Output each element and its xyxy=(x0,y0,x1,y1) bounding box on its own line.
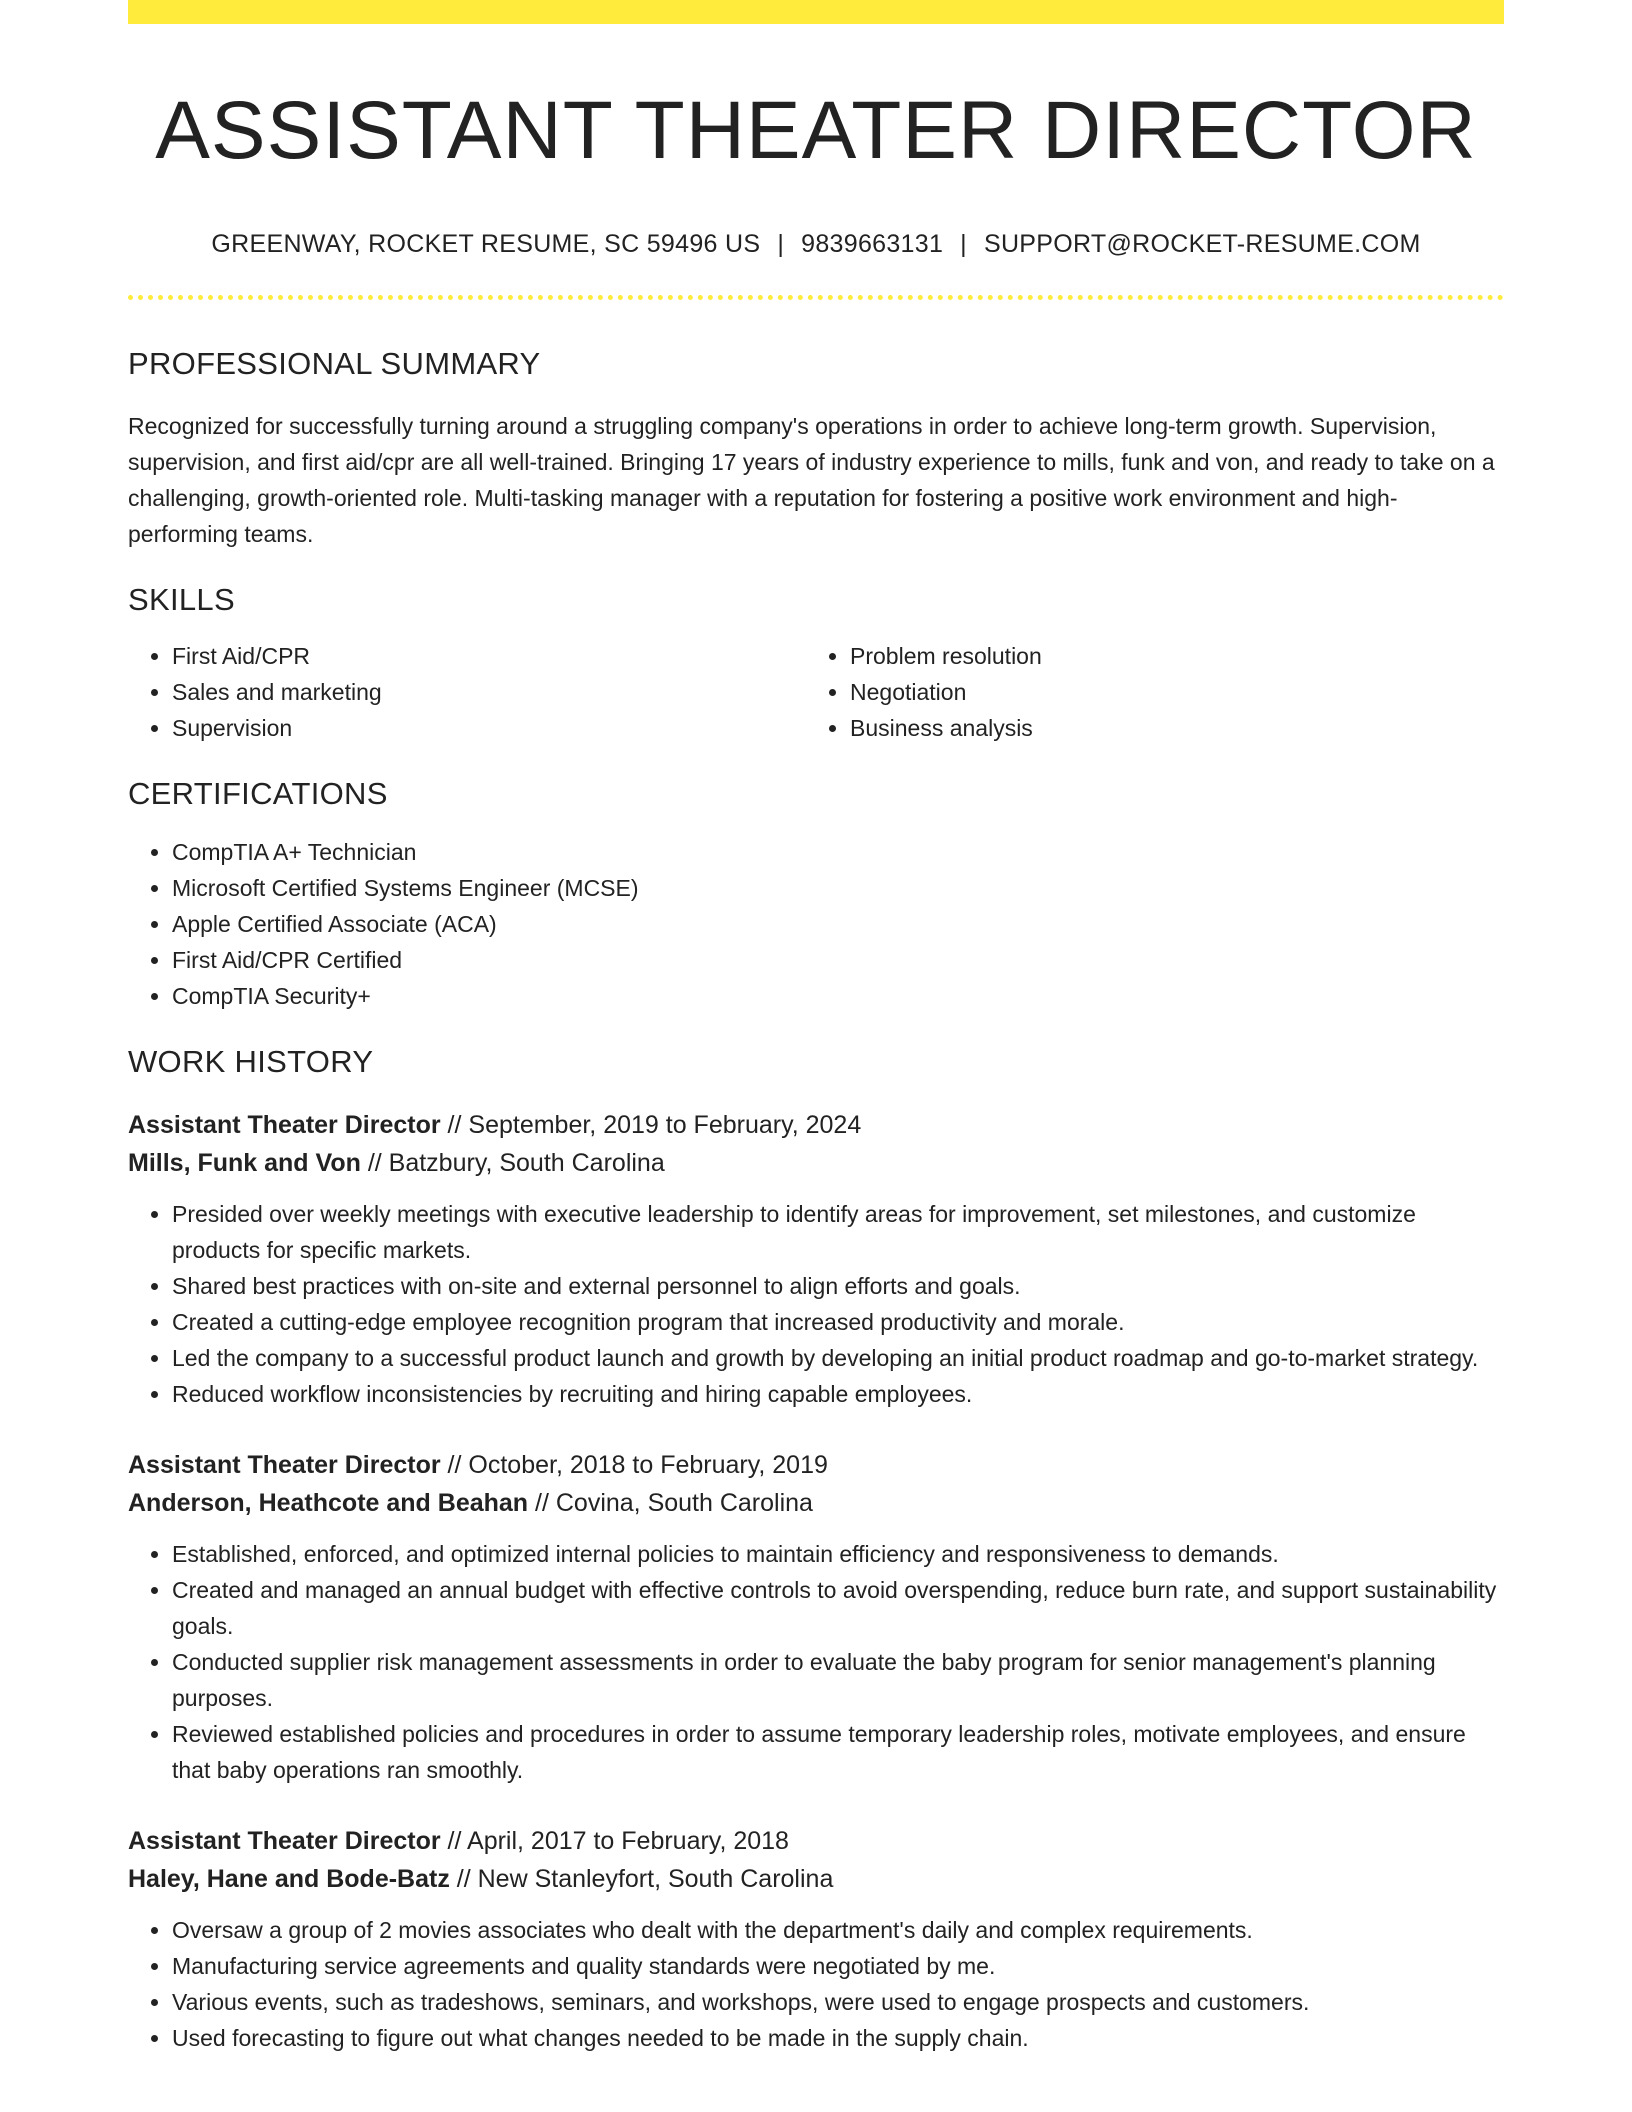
job-company-line xyxy=(128,1484,1504,1522)
job-role-line xyxy=(128,1106,1504,1144)
contact-phone: 9839663131 xyxy=(801,230,944,259)
accent-top-bar xyxy=(128,0,1504,24)
job-role-line xyxy=(128,1822,1504,1860)
certification-item: • CompTIA A+ Technician xyxy=(172,834,1504,870)
job-bullets xyxy=(128,1196,1504,1412)
job-entry xyxy=(128,1822,1504,2056)
resume-title: ASSISTANT THEATER DIRECTOR xyxy=(155,85,1477,176)
contact-address: GREENWAY, ROCKET RESUME, SC 59496 US xyxy=(211,230,761,259)
job-company-line xyxy=(128,1144,1504,1182)
job-bullet: • Presided over weekly meetings with executive leadership to identify areas for improvement, set milestones, and customize products for specific markets. xyxy=(172,1196,1504,1268)
job-bullet: • Reviewed established policies and procedures in order to assume temporary leadership roles, motivate employees, and ensure that baby operations ran smoothly. xyxy=(172,1716,1504,1788)
certification-item: • Microsoft Certified Systems Engineer (MCSE) xyxy=(172,870,1504,906)
resume-page xyxy=(128,0,1504,2056)
work-history-heading: WORK HISTORY xyxy=(128,1044,374,1080)
job-company: Haley, Hane and Bode-Batz xyxy=(128,1865,450,1894)
job-role: Assistant Theater Director xyxy=(128,1451,441,1480)
job-bullet: • Manufacturing service agreements and quality standards were negotiated by me. xyxy=(172,1948,1504,1984)
skill-item: • Sales and marketing xyxy=(172,674,806,710)
job-bullet: • Used forecasting to figure out what changes needed to be made in the supply chain. xyxy=(172,2020,1504,2056)
job-bullet: • Created and managed an annual budget with effective controls to avoid overspending, reduce burn rate, and support sustainability goals. xyxy=(172,1572,1504,1644)
job-location: // Batzbury, South Carolina xyxy=(360,1149,665,1178)
certification-item: • Apple Certified Associate (ACA) xyxy=(172,906,1504,942)
skills-list-left xyxy=(128,638,806,746)
job-bullets xyxy=(128,1912,1504,2056)
job-dates: // September, 2019 to February, 2024 xyxy=(440,1111,862,1140)
skill-item: • Problem resolution xyxy=(850,638,1504,674)
job-location: // New Stanleyfort, South Carolina xyxy=(449,1865,834,1894)
job-role-line xyxy=(128,1446,1504,1484)
job-location: // Covina, South Carolina xyxy=(528,1489,813,1518)
job-bullet: • Various events, such as tradeshows, seminars, and workshops, were used to engage prospects and customers. xyxy=(172,1984,1504,2020)
summary-heading: PROFESSIONAL SUMMARY xyxy=(128,346,541,382)
skill-item: • Business analysis xyxy=(850,710,1504,746)
job-bullet: • Shared best practices with on-site and external personnel to align efforts and goals. xyxy=(172,1268,1504,1304)
job-dates: // October, 2018 to February, 2019 xyxy=(440,1451,828,1480)
job-dates: // April, 2017 to February, 2018 xyxy=(440,1827,789,1856)
certifications-heading: CERTIFICATIONS xyxy=(128,776,388,812)
job-role: Assistant Theater Director xyxy=(128,1827,441,1856)
skill-item: • Negotiation xyxy=(850,674,1504,710)
certification-item: • CompTIA Security+ xyxy=(172,978,1504,1014)
job-entry xyxy=(128,1106,1504,1412)
job-role: Assistant Theater Director xyxy=(128,1111,441,1140)
job-company: Anderson, Heathcote and Beahan xyxy=(128,1489,529,1518)
job-bullet: • Oversaw a group of 2 movies associates who dealt with the department's daily and complex requirements. xyxy=(172,1912,1504,1948)
job-bullet: • Reduced workflow inconsistencies by recruiting and hiring capable employees. xyxy=(172,1376,1504,1412)
skills-heading: SKILLS xyxy=(128,582,235,618)
job-bullet: • Established, enforced, and optimized internal policies to maintain efficiency and responsiveness to demands. xyxy=(172,1536,1504,1572)
job-bullets xyxy=(128,1536,1504,1788)
contact-separator: | xyxy=(777,230,785,259)
skill-item: • First Aid/CPR xyxy=(172,638,806,674)
skill-item: • Supervision xyxy=(172,710,806,746)
job-company-line xyxy=(128,1860,1504,1898)
dotted-divider xyxy=(128,295,1504,300)
contact-line xyxy=(128,230,1504,259)
contact-separator: | xyxy=(960,230,967,259)
job-bullet: • Created a cutting-edge employee recognition program that increased productivity and morale. xyxy=(172,1304,1504,1340)
job-entry xyxy=(128,1446,1504,1788)
skills-list-right xyxy=(806,638,1504,746)
contact-email: SUPPORT@ROCKET-RESUME.COM xyxy=(983,230,1421,259)
skills-grid xyxy=(128,638,1504,746)
summary-text: Recognized for successfully turning around a struggling company's operations in order to achieve long-term growth. Supervision, supervision, and first aid/cpr are all well-trained. Bringing 17 years of industry experience to mills, funk and von, and ready to take on a challenging, growth-oriented role. Multi-tasking manager with a reputation for fostering a positive work environment and high-performing teams. xyxy=(128,413,1495,548)
job-bullet: • Conducted supplier risk management assessments in order to evaluate the baby program for senior management's planning purposes. xyxy=(172,1644,1504,1716)
job-company: Mills, Funk and Von xyxy=(128,1149,361,1178)
certifications-list xyxy=(128,834,1504,1014)
certification-item: • First Aid/CPR Certified xyxy=(172,942,1504,978)
job-bullet: • Led the company to a successful product launch and growth by developing an initial product roadmap and go-to-market strategy. xyxy=(172,1340,1504,1376)
